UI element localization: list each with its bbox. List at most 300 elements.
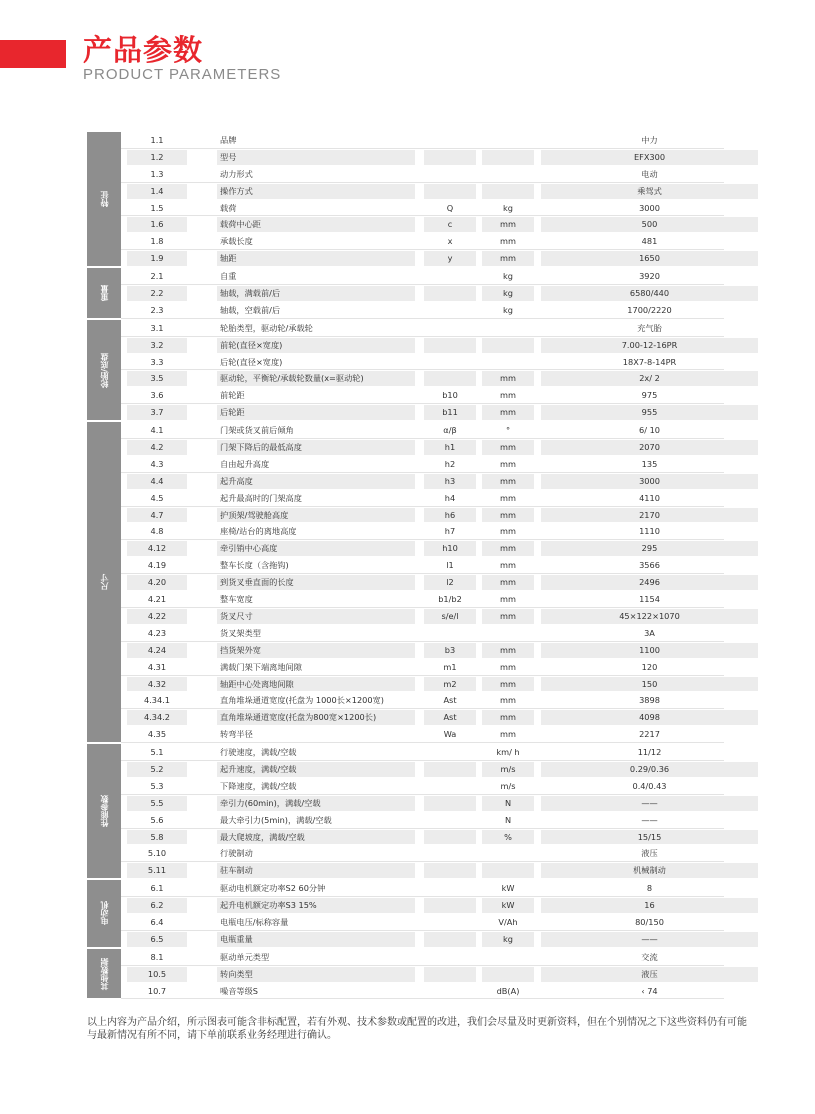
table-row [121,302,724,319]
row-unit: m/s [482,762,534,777]
table-row [121,404,724,421]
row-name: 驱动单元类型 [220,951,270,962]
table-row [121,726,724,743]
row-symbol [424,915,476,929]
row-value: 500 [541,217,758,232]
row-unit: mm [500,594,516,605]
table-row [121,983,724,1000]
section-label-text: 轮胎/底盘 [99,352,109,388]
row-number: 6.1 [150,883,164,894]
row-unit: mm [482,609,534,624]
row-number: 5.6 [150,814,164,825]
row-symbol [424,303,476,317]
table-row [121,132,724,149]
row-unit: mm [482,677,534,692]
page-subtitle: PRODUCT PARAMETERS [83,66,282,83]
row-name: 货叉尺寸 [217,609,415,624]
row-number: 4.2 [127,440,187,455]
row-number: 3.1 [150,322,164,333]
row-symbol [424,796,476,811]
row-value: 中力 [641,135,658,145]
spec-table [87,132,724,1000]
row-value: 液压 [641,848,658,859]
row-value: 电动 [641,168,658,179]
row-symbol: h4 [444,492,456,503]
row-symbol [424,779,476,793]
row-number: 4.1 [150,425,164,436]
row-number: 8.1 [150,951,164,962]
row-number: 4.5 [150,492,164,503]
row-unit: mm [500,560,516,571]
row-symbol: h3 [424,474,476,489]
row-name: 型号 [217,150,415,165]
row-name: 驱动电机额定功率S2 60分钟 [220,883,326,894]
row-name: 门架或货叉前后倾角 [220,425,294,436]
row-value: 0.4/0.43 [632,780,667,791]
row-name: 牵引力(60min)，满载/空载 [217,796,415,811]
table-row [121,370,724,387]
table-row [121,574,724,591]
table-row [121,268,724,285]
row-symbol: x [447,236,453,247]
footnote: 以上内容为产品介绍，所示图表可能含非标配置，若有外观、技术参数或配置的改进，我们会尽量及时更新资料，但在个别情况之下这些资料仍有可能与最新情况有所不同，请下单前联系业务经理进行确认。 [87,1017,747,1041]
table-row [121,880,724,897]
row-value: 135 [641,458,658,469]
table-row [121,285,724,302]
table-row [121,591,724,608]
section-label [87,268,121,319]
row-unit: mm [482,371,534,386]
row-value: 3566 [639,560,660,571]
table-row [121,931,724,948]
row-number: 1.5 [150,202,164,213]
row-name: 驱动轮，平衡轮/承载轮数量(x=驱动轮) [217,371,415,386]
row-name: 直角堆垛通道宽度(托盘为 1000长×1200宽) [220,695,384,706]
row-name: 承载长度 [220,236,253,247]
row-unit: kg [503,271,513,282]
row-symbol [424,813,476,827]
row-unit [482,133,534,147]
row-symbol: h10 [424,541,476,556]
table-row [121,744,724,761]
row-symbol [424,932,476,947]
row-value: 3000 [639,202,660,213]
row-symbol: h6 [424,508,476,523]
row-unit [482,167,534,181]
table-row [121,949,724,966]
row-number: 4.22 [127,609,187,624]
row-name: 起升高度 [217,474,415,489]
table-row [121,761,724,778]
section-label [87,320,121,421]
row-name: 行驶制动 [220,848,253,859]
row-name: 载荷中心距 [217,217,415,232]
row-unit: mm [500,526,516,537]
row-unit: mm [500,492,516,503]
table-row [121,200,724,217]
row-symbol [424,762,476,777]
table-row [121,523,724,540]
section-label-text: 电动机 [99,901,109,926]
row-name: 货叉架类型 [220,627,261,638]
row-name: 驻车制动 [217,863,415,878]
row-name: 电瓶重量 [217,932,415,947]
row-number: 4.23 [147,627,167,638]
row-unit: N [482,796,534,811]
row-unit: mm [482,508,534,523]
row-unit: mm [482,440,534,455]
row-number: 4.21 [147,594,167,605]
row-unit: mm [482,541,534,556]
table-row [121,149,724,166]
row-value: 2217 [639,729,660,740]
section-label [87,949,121,1000]
row-value: 1154 [639,594,660,605]
row-name: 载荷 [220,202,237,213]
row-unit [482,863,534,878]
row-name: 转向类型 [217,967,415,982]
row-symbol [424,898,476,913]
row-value: 1100 [541,643,758,658]
table-row [121,490,724,507]
row-value: 交流 [641,951,658,962]
row-name: 后轮距 [217,405,415,420]
row-symbol [424,184,476,199]
row-symbol: Ast [443,695,457,706]
row-number: 10.5 [127,967,187,982]
row-name: 起升电机额定功率S3 15% [217,898,415,913]
row-number: 1.4 [127,184,187,199]
row-unit: mm [500,458,516,469]
row-symbol [424,321,476,335]
section-label-text: 性能参数 [99,795,109,828]
row-name: 整车宽度 [220,594,253,605]
row-unit [482,184,534,199]
row-value: 150 [541,677,758,692]
row-name: 轮胎类型，驱动轮/承载轮 [220,322,313,333]
spec-section [87,880,724,949]
row-number: 1.9 [127,251,187,266]
row-unit: m/s [500,780,516,791]
row-name: 噪音等级S [220,985,258,996]
row-name: 动力形式 [220,168,253,179]
table-row [121,642,724,659]
row-number: 1.8 [150,236,164,247]
row-value: 1700/2220 [627,304,672,315]
row-symbol [424,269,476,283]
spec-section [87,268,724,320]
row-symbol: h1 [424,440,476,455]
table-row [121,422,724,439]
row-symbol: Wa [443,729,457,740]
row-value: 1110 [639,526,660,537]
row-name: 起升最高时的门架高度 [220,492,302,503]
spec-section [87,132,724,268]
table-row [121,709,724,726]
row-unit: V/Ah [498,916,518,927]
row-number: 4.35 [147,729,167,740]
table-row [121,812,724,829]
row-name: 起升速度，满载/空载 [217,762,415,777]
row-unit [482,626,534,640]
row-name: 整车长度（含拖钩) [220,560,289,571]
row-value: 机械制动 [541,863,758,878]
row-unit: mm [500,661,516,672]
row-unit: kW [482,898,534,913]
row-symbol: m1 [443,661,457,672]
row-value: 8 [646,883,653,894]
row-name: 牵引销中心高度 [217,541,415,556]
row-number: 4.32 [127,677,187,692]
row-number: 2.1 [150,271,164,282]
row-value: 4098 [541,710,758,725]
row-value: 3000 [541,474,758,489]
row-name: 护顶架/驾驶舱高度 [217,508,415,523]
row-number: 2.2 [127,286,187,301]
table-row [121,778,724,795]
row-symbol [424,626,476,640]
row-symbol [424,286,476,301]
row-unit: mm [500,390,516,401]
row-value: 481 [641,236,658,247]
row-symbol [424,167,476,181]
row-value: 45×122×1070 [541,609,758,624]
row-name: 品牌 [220,135,237,145]
row-number: 4.7 [127,508,187,523]
row-value: 80/150 [635,916,664,927]
table-row [121,676,724,693]
row-unit: dB(A) [496,985,520,996]
row-unit: ° [505,425,511,436]
row-symbol: b10 [442,390,458,401]
row-number: 3.5 [127,371,187,386]
row-value: 3920 [639,271,660,282]
row-unit: kW [501,883,515,894]
table-row [121,795,724,812]
row-value: 3A [644,627,655,638]
row-value: 3898 [639,695,660,706]
table-row [121,354,724,371]
table-row [121,320,724,337]
table-row [121,914,724,931]
row-value: 15/15 [541,830,758,845]
row-name: 最大爬坡度，满载/空载 [217,830,415,845]
row-name: 挡货架外宽 [217,643,415,658]
row-unit: mm [482,474,534,489]
row-symbol [424,863,476,878]
row-name: 下降速度，满载/空载 [220,780,297,791]
row-number: 5.2 [127,762,187,777]
row-name: 门架下降后的最低高度 [217,440,415,455]
row-name: 到货叉垂直面的长度 [217,575,415,590]
row-value: 1650 [541,251,758,266]
row-value: 2496 [541,575,758,590]
row-value: ‹ 74 [641,985,658,996]
row-number: 3.2 [127,338,187,353]
row-number: 6.5 [127,932,187,947]
row-number: 6.4 [150,916,164,927]
table-row [121,625,724,642]
table-row [121,473,724,490]
row-symbol [424,950,476,964]
row-number: 4.34.1 [143,695,171,706]
row-number: 3.7 [127,405,187,420]
row-name: 直角堆垛通道宽度(托盘为800宽×1200长) [217,710,415,725]
row-unit: % [482,830,534,845]
row-value: 16 [541,898,758,913]
row-unit: mm [482,710,534,725]
table-row [121,540,724,557]
row-number: 3.6 [150,390,164,401]
row-value: 乘驾式 [541,184,758,199]
row-unit: kg [482,286,534,301]
row-unit: mm [482,643,534,658]
row-unit [482,321,534,335]
table-row [121,250,724,267]
row-symbol: Q [446,202,454,213]
row-unit: mm [500,695,516,706]
row-symbol: m2 [424,677,476,692]
row-number: 4.4 [127,474,187,489]
spec-section [87,422,724,744]
row-value: —— [541,796,758,811]
row-name: 自重 [220,271,237,282]
row-name: 轴载，空载前/后 [220,304,281,315]
row-name: 满载门架下端离地间隙 [220,661,302,672]
row-value: —— [541,932,758,947]
table-row [121,507,724,524]
table-row [121,233,724,250]
row-unit: mm [482,575,534,590]
row-number: 5.3 [150,780,164,791]
row-symbol [424,355,476,369]
spec-section [87,744,724,880]
row-name: 前轮距 [220,390,245,401]
header-accent-bar [0,40,66,68]
row-number: 4.12 [127,541,187,556]
row-name: 前轮(直径×宽度) [217,338,415,353]
row-value: 液压 [541,967,758,982]
section-label-text: 特征 [99,191,109,208]
section-label-text: 其他数据 [99,957,109,990]
row-unit: kg [482,932,534,947]
row-value: 18X7-8-14PR [622,356,677,367]
row-symbol: s/e/l [424,609,476,624]
section-label [87,744,121,879]
section-label [87,132,121,267]
table-row [121,659,724,676]
row-symbol [424,846,476,860]
row-name: 电瓶电压/标称容量 [220,916,289,927]
row-unit: mm [500,729,516,740]
row-symbol: h2 [444,458,456,469]
row-value: 6580/440 [541,286,758,301]
row-name: 操作方式 [217,184,415,199]
row-unit: km/ h [496,747,520,758]
row-value: 2x/ 2 [541,371,758,386]
table-row [121,608,724,625]
row-symbol [424,150,476,165]
row-symbol [424,338,476,353]
row-unit [482,846,534,860]
row-name: 轴距 [217,251,415,266]
row-number: 4.3 [150,458,164,469]
row-value: 120 [641,661,658,672]
row-number: 5.11 [127,863,187,878]
table-row [121,216,724,233]
table-row [121,897,724,914]
table-row [121,692,724,709]
row-value: 2170 [541,508,758,523]
row-value: 2070 [541,440,758,455]
row-value: 955 [541,405,758,420]
row-name: 最大牵引力(5min)，满载/空载 [220,814,332,825]
row-number: 1.1 [150,135,164,145]
row-symbol: α/β [443,425,457,436]
page-title: 产品参数 [83,33,204,67]
row-value: 0.29/0.36 [541,762,758,777]
table-row [121,829,724,846]
row-name: 自由起升高度 [220,458,270,469]
row-value: 7.00-12-16PR [541,338,758,353]
row-number: 2.3 [150,304,164,315]
row-value: 11/12 [637,747,662,758]
row-unit: kg [503,304,513,315]
row-name: 后轮(直径×宽度) [220,356,283,367]
row-number: 4.20 [127,575,187,590]
row-symbol: b1/b2 [438,594,462,605]
row-value: 6/ 10 [639,425,660,436]
row-symbol [424,371,476,386]
row-number: 4.34.2 [127,710,187,725]
table-row [121,387,724,404]
row-symbol [424,830,476,845]
section-label [87,880,121,948]
row-number: 5.1 [150,747,164,758]
row-unit [482,150,534,165]
row-symbol [424,133,476,147]
row-number: 1.6 [127,217,187,232]
row-symbol: c [424,217,476,232]
section-label [87,422,121,743]
row-unit [482,355,534,369]
row-name: 转弯半径 [220,729,253,740]
row-number: 5.8 [127,830,187,845]
row-symbol: y [424,251,476,266]
row-name: 轴距中心处离地间隙 [217,677,415,692]
table-row [121,166,724,183]
table-row [121,183,724,200]
row-number: 1.3 [150,168,164,179]
row-number: 4.8 [150,526,164,537]
row-unit: N [504,814,512,825]
row-number: 6.2 [127,898,187,913]
row-symbol: l2 [424,575,476,590]
table-row [121,862,724,879]
row-number: 5.5 [127,796,187,811]
row-unit: kg [503,202,513,213]
row-symbol: b11 [424,405,476,420]
row-unit: mm [482,251,534,266]
spec-section [87,320,724,422]
row-unit: mm [482,405,534,420]
row-name: 座椅/站台的离地高度 [220,526,297,537]
row-value: —— [641,814,658,825]
table-row [121,845,724,862]
row-symbol [424,745,476,759]
row-unit: mm [482,217,534,232]
row-value: 4110 [639,492,660,503]
